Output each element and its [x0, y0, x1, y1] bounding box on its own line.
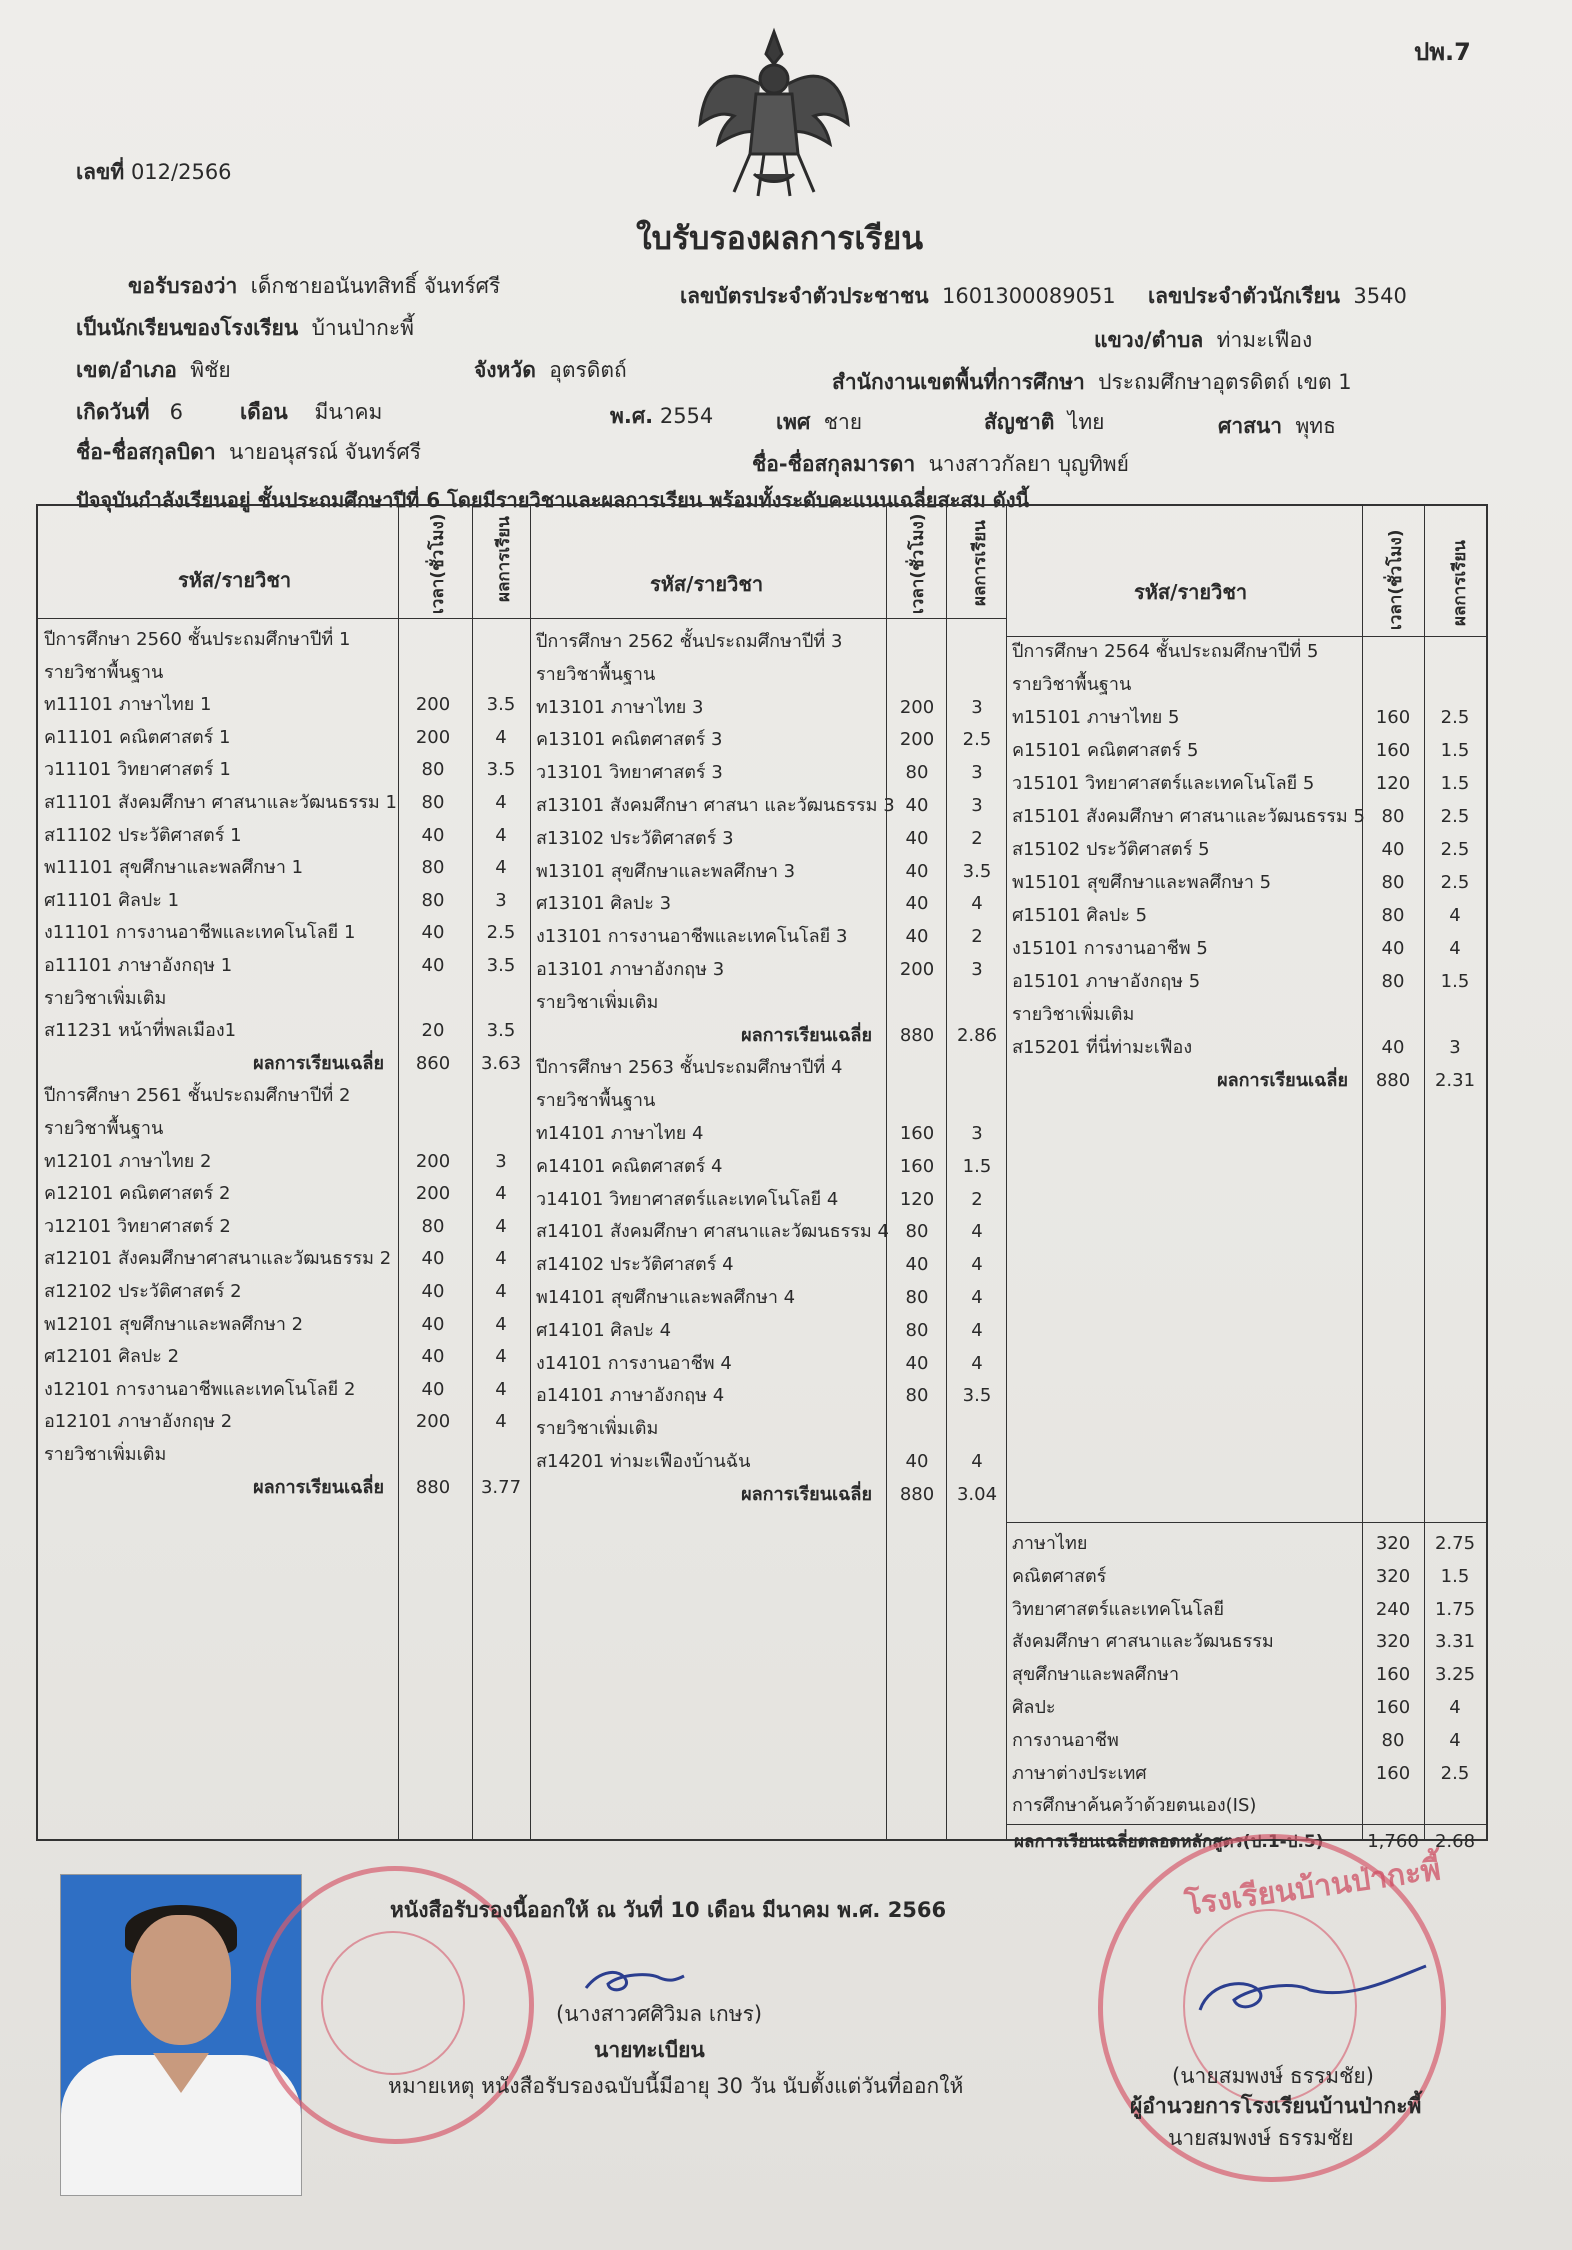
grade-cell: 2.5	[1440, 1762, 1470, 1784]
grade-cell: 3	[971, 795, 983, 816]
subject-cell: อ15101 ภาษาอังกฤษ 5	[1012, 971, 1201, 992]
grade-cell: 1.5	[1440, 773, 1470, 794]
student-id-label: เลขประจำตัวนักเรียน	[1148, 284, 1341, 308]
hours-cell: 880	[1375, 1070, 1411, 1091]
student-name: เด็กชายอนันทสิทธิ์ จันทร์ศรี	[250, 274, 501, 298]
subject-cell: ปีการศึกษา 2563 ชั้นประถมศึกษาปีที่ 4	[536, 1057, 843, 1079]
subdistrict-field	[1094, 328, 1312, 352]
hours-cell: 240	[1375, 1598, 1411, 1620]
province-field	[474, 358, 627, 382]
subject-cell: รายวิชาพื้นฐาน	[536, 663, 656, 685]
subject-cell: คณิตศาสตร์	[1012, 1565, 1107, 1587]
subject-cell: รายวิชาเพิ่มเติม	[44, 1444, 167, 1465]
hours-cell: 80	[1381, 872, 1405, 893]
grade-cell: 4	[495, 1281, 507, 1302]
grade-cell: 2.5	[486, 922, 516, 944]
subject-cell: ศ12101 ศิลปะ 2	[44, 1346, 180, 1368]
student-id-field	[1148, 284, 1407, 308]
hours-cell: 40	[905, 1254, 929, 1276]
grade-cell: 2.5	[962, 729, 992, 751]
hours-cell: 80	[421, 792, 445, 813]
table-divider	[1424, 506, 1425, 1839]
subject-cell: ส15201 ที่นี่ท่ามะเฟือง	[1012, 1037, 1193, 1058]
grade-cell: 4	[495, 1411, 507, 1433]
subject-cell: ส14102 ประวัติศาสตร์ 4	[536, 1254, 734, 1276]
hours-cell: 320	[1375, 1533, 1411, 1554]
grade-cell: 2.5	[1440, 872, 1470, 893]
subject-cell: ค11101 คณิตศาสตร์ 1	[44, 726, 231, 748]
grade-cell: 4	[971, 1254, 983, 1276]
grade-cell: 3.5	[486, 1020, 516, 1042]
hours-cell: 200	[899, 696, 935, 718]
hours-cell: 40	[1381, 938, 1405, 959]
grade-cell: 3	[971, 1123, 983, 1144]
subject-cell: ง11101 การงานอาชีพและเทคโนโลยี 1	[44, 922, 356, 944]
hours-cell: 160	[1375, 707, 1411, 728]
form-code: ปพ.7	[1414, 38, 1471, 66]
doc-no-label: เลขที่	[76, 160, 125, 184]
born-month: มีนาคม	[314, 400, 383, 424]
subject-cell: ว11101 วิทยาศาสตร์ 1	[44, 759, 231, 781]
subject-cell: ส11231 หน้าที่พลเมือง1	[44, 1020, 237, 1042]
subject-cell: ส15101 สังคมศึกษา ศาสนาและวัฒนธรรม 5	[1012, 806, 1365, 827]
subject-cell: อ11101 ภาษาอังกฤษ 1	[44, 955, 233, 976]
grade-cell: 1.5	[962, 1155, 992, 1177]
hours-cell: 40	[905, 827, 929, 849]
subject-cell: ส14201 ท่ามะเฟืองบ้านฉัน	[536, 1451, 751, 1472]
grade-cell: 4	[971, 1221, 983, 1243]
hours-cell: 80	[1381, 806, 1405, 827]
overall-hours: 1,760	[1367, 1831, 1419, 1852]
table-divider	[398, 506, 399, 1839]
hours-cell: 80	[1381, 1729, 1405, 1751]
subject-cell: ศิลปะ	[1012, 1697, 1056, 1718]
hours-cell: 160	[1375, 1664, 1411, 1686]
hours-cell: 40	[905, 926, 929, 948]
table-divider	[530, 506, 531, 1839]
grade-cell: 3.5	[486, 955, 516, 976]
subject-cell: ส15102 ประวัติศาสตร์ 5	[1012, 839, 1210, 860]
photo-face	[131, 1915, 231, 2045]
subject-cell: พ14101 สุขศึกษาและพลศึกษา 4	[536, 1287, 796, 1308]
subject-cell: ส13102 ประวัติศาสตร์ 3	[536, 827, 734, 849]
grade-cell: 4	[495, 824, 507, 846]
grade-header: ผลการเรียน	[1450, 540, 1470, 626]
document-number	[76, 160, 232, 184]
father-field	[76, 440, 421, 464]
sex-field	[776, 410, 862, 434]
grades-table	[36, 504, 1488, 1852]
grade-cell: 3.04	[956, 1483, 998, 1505]
hours-cell: 40	[905, 893, 929, 915]
table-header-rule	[1006, 636, 1488, 637]
hours-cell: 40	[421, 1378, 445, 1400]
subject-cell: ท15101 ภาษาไทย 5	[1012, 707, 1180, 728]
hours-cell: 200	[899, 959, 935, 980]
hours-header: เวลา(ชั่วโมง)	[1386, 529, 1406, 630]
district-field	[76, 358, 231, 382]
hours-cell: 80	[905, 1221, 929, 1243]
subject-cell: ท13101 ภาษาไทย 3	[536, 696, 704, 718]
page-title: ใบรับรองผลการเรียน	[636, 219, 924, 257]
hours-cell: 40	[421, 955, 445, 976]
subject-cell: ปีการศึกษา 2560 ชั้นประถมศึกษาปีที่ 1	[44, 629, 351, 650]
id-card-field	[680, 284, 1116, 308]
religion-value: พุทธ	[1295, 414, 1336, 438]
subject-cell: ค14101 คณิตศาสตร์ 4	[536, 1155, 723, 1177]
subject-cell: ปีการศึกษา 2562 ชั้นประถมศึกษาปีที่ 3	[536, 631, 843, 652]
subject-cell: อ12101 ภาษาอังกฤษ 2	[44, 1411, 233, 1433]
hours-cell: 40	[421, 1346, 445, 1368]
subject-cell: ศ13101 ศิลปะ 3	[536, 893, 672, 915]
grade-header: ผลการเรียน	[970, 520, 990, 606]
hours-cell: 200	[415, 726, 451, 748]
area-office-value: ประถมศึกษาอุตรดิตถ์ เขต 1	[1098, 370, 1352, 394]
grade-cell: 3	[1449, 1037, 1461, 1058]
director-title: ผู้อำนวยการโรงเรียนบ้านป่ากะพี้	[1130, 2094, 1422, 2118]
grade-cell: 4	[1449, 905, 1461, 926]
subject-header: รหัส/รายวิชา	[1134, 580, 1248, 604]
average-label: ผลการเรียนเฉลี่ย	[741, 1024, 872, 1046]
grade-cell: 3.5	[962, 1385, 992, 1407]
subject-cell: การศึกษาค้นคว้าด้วยตนเอง(IS)	[1012, 1795, 1257, 1817]
grade-cell: 4	[495, 1215, 507, 1237]
registrar-title: นายทะเบียน	[594, 2038, 705, 2062]
grade-cell: 3.31	[1434, 1631, 1476, 1653]
hours-cell: 160	[899, 1123, 935, 1144]
subject-cell: การงานอาชีพ	[1012, 1729, 1119, 1751]
subject-cell: รายวิชาพื้นฐาน	[44, 661, 164, 683]
hours-cell: 880	[415, 1476, 451, 1498]
district-value: พิชัย	[190, 358, 231, 382]
certify-line	[128, 274, 500, 298]
born-year: 2554	[659, 404, 714, 428]
father-label: ชื่อ-ชื่อสกุลบิดา	[76, 440, 216, 464]
grade-cell: 1.5	[1440, 740, 1470, 761]
grade-cell: 4	[971, 1451, 983, 1472]
subject-cell: อ14101 ภาษาอังกฤษ 4	[536, 1385, 725, 1407]
subject-cell: ค13101 คณิตศาสตร์ 3	[536, 729, 723, 751]
grade-cell: 4	[971, 1287, 983, 1308]
school-label: เป็นนักเรียนของโรงเรียน	[76, 316, 299, 340]
year-label: พ.ศ.	[610, 404, 654, 428]
subdistrict-value: ท่ามะเฟือง	[1216, 328, 1313, 352]
garuda-emblem-icon	[694, 24, 854, 204]
subject-cell: รายวิชาเพิ่มเติม	[536, 991, 659, 1013]
subject-cell: ว14101 วิทยาศาสตร์และเทคโนโลยี 4	[536, 1188, 839, 1210]
grade-cell: 4	[1449, 1697, 1461, 1718]
religion-field	[1218, 414, 1336, 438]
subject-cell: รายวิชาพื้นฐาน	[536, 1090, 656, 1112]
table-divider	[1362, 506, 1363, 1839]
hours-cell: 880	[899, 1483, 935, 1505]
subject-cell: ส13101 สังคมศึกษา ศาสนา และวัฒนธรรม 3	[536, 795, 895, 816]
current-statement: ปัจจุบันกำลังเรียนอยู่ ชั้นประถมศึกษาปีที่ 6 โดยมีรายวิชาและผลการเรียน พร้อมทั้งระดับคะแนนเฉลี่ยสะสม ดังนี้	[76, 488, 1030, 512]
grade-header: ผลการเรียน	[494, 516, 514, 602]
overall-label: ผลการเรียนเฉลี่ยตลอดหลักสูตร(ป.1-ป.5)	[1014, 1832, 1324, 1852]
subject-cell: รายวิชาเพิ่มเติม	[44, 987, 167, 1009]
subject-header: รหัส/รายวิชา	[650, 572, 764, 596]
grade-cell: 2	[971, 827, 983, 849]
nationality-value: ไทย	[1067, 410, 1105, 434]
grade-cell: 3.25	[1434, 1664, 1476, 1686]
grade-cell: 3.5	[962, 860, 992, 882]
school-value: บ้านป่ากะพี้	[311, 316, 414, 340]
hours-cell: 80	[905, 762, 929, 784]
religion-label: ศาสนา	[1218, 414, 1283, 438]
born-day: 6	[169, 400, 183, 424]
average-label: ผลการเรียนเฉลี่ย	[741, 1483, 872, 1505]
grade-cell: 2	[971, 1188, 983, 1210]
hours-cell: 80	[421, 857, 445, 879]
hours-cell: 40	[905, 1451, 929, 1472]
hours-cell: 80	[421, 1215, 445, 1237]
overall-gpa: 2.68	[1434, 1831, 1476, 1852]
hours-cell: 120	[899, 1188, 935, 1210]
month-label: เดือน	[240, 400, 288, 424]
average-label: ผลการเรียนเฉลี่ย	[1217, 1070, 1348, 1091]
doc-no-value: 012/2566	[130, 160, 232, 184]
subject-cell: ส12102 ประวัติศาสตร์ 2	[44, 1281, 242, 1302]
grade-cell: 4	[495, 1346, 507, 1368]
subject-cell: ภาษาไทย	[1012, 1533, 1088, 1554]
province-value: อุตรดิตถ์	[549, 358, 627, 382]
grade-cell: 4	[971, 1319, 983, 1341]
subject-cell: ส12101 สังคมศึกษาศาสนาและวัฒนธรรม 2	[44, 1248, 392, 1270]
hours-cell: 40	[421, 1248, 445, 1270]
sex-value: ชาย	[823, 410, 863, 434]
hours-cell: 120	[1375, 773, 1411, 794]
grade-cell: 2.31	[1434, 1070, 1476, 1091]
hours-header: เวลา(ชั่วโมง)	[908, 513, 928, 614]
grade-cell: 2.5	[1440, 839, 1470, 860]
hours-header: เวลา(ชั่วโมง)	[428, 513, 448, 614]
average-label: ผลการเรียนเฉลี่ย	[253, 1476, 384, 1498]
hours-cell: 40	[905, 795, 929, 816]
subject-cell: ว12101 วิทยาศาสตร์ 2	[44, 1215, 231, 1237]
director-signature-icon	[1190, 1960, 1430, 2030]
id-card-value: 1601300089051	[941, 284, 1116, 308]
table-divider	[946, 506, 947, 1839]
subject-cell: พ11101 สุขศึกษาและพลศึกษา 1	[44, 857, 304, 879]
hours-cell: 40	[421, 1281, 445, 1302]
subject-cell: ศ15101 ศิลปะ 5	[1012, 905, 1148, 926]
subject-cell: ปีการศึกษา 2564 ชั้นประถมศึกษาปีที่ 5	[1012, 641, 1319, 662]
born-year-field	[610, 404, 713, 428]
grade-cell: 3.5	[486, 759, 516, 781]
hours-cell: 80	[1381, 905, 1405, 926]
hours-cell: 80	[421, 889, 445, 911]
grade-cell: 2.5	[1440, 806, 1470, 827]
grade-cell: 4	[495, 792, 507, 813]
table-divider	[886, 506, 887, 1839]
hours-cell: 160	[1375, 1697, 1411, 1718]
subject-cell: ปีการศึกษา 2561 ชั้นประถมศึกษาปีที่ 2	[44, 1085, 351, 1107]
hours-cell: 80	[905, 1319, 929, 1341]
subject-cell: ค15101 คณิตศาสตร์ 5	[1012, 740, 1199, 761]
hours-cell: 40	[421, 1313, 445, 1335]
id-card-label: เลขบัตรประจำตัวประชาชน	[680, 284, 929, 308]
grade-cell: 4	[495, 1313, 507, 1335]
grade-cell: 1.5	[1440, 971, 1470, 992]
subject-cell: อ13101 ภาษาอังกฤษ 3	[536, 959, 725, 980]
grade-cell: 4	[495, 1248, 507, 1270]
grade-cell: 3.5	[486, 694, 516, 716]
grade-cell: 2.5	[1440, 707, 1470, 728]
subject-cell: ง15101 การงานอาชีพ 5	[1012, 938, 1208, 959]
hours-cell: 880	[899, 1024, 935, 1046]
subject-cell: ท11101 ภาษาไทย 1	[44, 694, 212, 716]
area-office-label: สำนักงานเขตพื้นที่การศึกษา	[832, 370, 1085, 394]
note-text: หมายเหตุ หนังสือรับรองฉบับนี้มีอายุ 30 วัน นับตั้งแต่วันที่ออกให้	[388, 2074, 964, 2098]
subject-cell: ส11102 ประวัติศาสตร์ 1	[44, 824, 242, 846]
born-label: เกิดวันที่	[76, 400, 150, 424]
grade-cell: 2	[971, 926, 983, 948]
grade-cell: 4	[1449, 938, 1461, 959]
grade-cell: 3	[971, 696, 983, 718]
subject-cell: ท14101 ภาษาไทย 4	[536, 1123, 704, 1144]
hours-cell: 160	[899, 1155, 935, 1177]
born-month-field	[240, 400, 382, 424]
subject-cell: ง13101 การงานอาชีพและเทคโนโลยี 3	[536, 926, 848, 948]
mother-label: ชื่อ-ชื่อสกุลมารดา	[752, 452, 916, 476]
hours-cell: 80	[421, 759, 445, 781]
hours-cell: 80	[1381, 971, 1405, 992]
hours-cell: 40	[905, 860, 929, 882]
registrar-name: (นางสาวศศิวิมล เกษร)	[556, 2002, 763, 2026]
grade-cell: 3.63	[480, 1052, 522, 1074]
subject-cell: สุขศึกษาและพลศึกษา	[1012, 1664, 1180, 1686]
grade-cell: 4	[495, 1378, 507, 1400]
subject-cell: รายวิชาเพิ่มเติม	[1012, 1004, 1135, 1025]
subject-cell: ง14101 การงานอาชีพ 4	[536, 1352, 732, 1374]
average-label: ผลการเรียนเฉลี่ย	[253, 1052, 384, 1074]
mother-value: นางสาวกัลยา บุญทิพย์	[928, 452, 1129, 476]
grade-cell: 1.75	[1434, 1598, 1476, 1620]
school-field	[76, 316, 414, 340]
subject-cell: ส14101 สังคมศึกษา ศาสนาและวัฒนธรรม 4	[536, 1221, 889, 1243]
seal-lettering: โรงเรียนบ้านป่ากะพี้	[1182, 1852, 1443, 1923]
grade-cell: 4	[971, 893, 983, 915]
grade-cell: 4	[495, 726, 507, 748]
subject-cell: วิทยาศาสตร์และเทคโนโลยี	[1012, 1598, 1225, 1620]
father-value: นายอนุสรณ์ จันทร์ศรี	[228, 440, 422, 464]
subject-cell: พ12101 สุขศึกษาและพลศึกษา 2	[44, 1313, 304, 1335]
grade-cell: 2.75	[1434, 1533, 1476, 1554]
hours-cell: 200	[415, 1150, 451, 1172]
grade-cell: 3	[495, 1150, 507, 1172]
subject-cell: ภาษาต่างประเทศ	[1012, 1762, 1147, 1784]
hours-cell: 160	[1375, 1762, 1411, 1784]
hours-cell: 40	[421, 922, 445, 944]
subdistrict-label: แขวง/ตำบล	[1094, 328, 1204, 352]
grade-cell: 1.5	[1440, 1565, 1470, 1587]
nationality-field	[984, 410, 1104, 434]
province-label: จังหวัด	[474, 358, 536, 382]
hours-cell: 80	[905, 1385, 929, 1407]
subject-cell: พ15101 สุขศึกษาและพลศึกษา 5	[1012, 872, 1272, 893]
grade-cell: 3	[971, 762, 983, 784]
hours-cell: 40	[421, 824, 445, 846]
born-day-field	[76, 400, 183, 424]
director-name: (นายสมพงษ์ ธรรมชัย)	[1172, 2064, 1374, 2088]
seal-inner-ring	[321, 1931, 465, 2075]
hours-cell: 320	[1375, 1565, 1411, 1587]
grade-cell: 4	[1449, 1729, 1461, 1751]
hours-cell: 200	[415, 1411, 451, 1433]
hours-cell: 200	[899, 729, 935, 751]
grade-cell: 3	[495, 889, 507, 911]
subject-header: รหัส/รายวิชา	[178, 568, 292, 592]
hours-cell: 860	[415, 1052, 451, 1074]
summary-rule	[1006, 1522, 1488, 1523]
subject-cell: รายวิชาพื้นฐาน	[44, 1118, 164, 1139]
grade-cell: 3.77	[480, 1476, 522, 1498]
hours-cell: 40	[1381, 839, 1405, 860]
hours-cell: 160	[1375, 740, 1411, 761]
hours-cell: 20	[421, 1020, 445, 1042]
hours-cell: 320	[1375, 1631, 1411, 1653]
subject-cell: พ13101 สุขศึกษาและพลศึกษา 3	[536, 860, 796, 882]
certify-label: ขอรับรองว่า	[128, 274, 238, 298]
subject-cell: ง12101 การงานอาชีพและเทคโนโลยี 2	[44, 1378, 356, 1400]
subject-cell: ว15101 วิทยาศาสตร์และเทคโนโลยี 5	[1012, 773, 1315, 794]
sex-label: เพศ	[776, 410, 811, 434]
subject-cell: ศ14101 ศิลปะ 4	[536, 1319, 672, 1341]
subject-cell: ค12101 คณิตศาสตร์ 2	[44, 1183, 231, 1205]
grade-cell: 4	[495, 1183, 507, 1205]
subject-cell: รายวิชาพื้นฐาน	[1012, 674, 1132, 695]
district-label: เขต/อำเภอ	[76, 358, 177, 382]
hours-cell: 200	[415, 694, 451, 716]
grade-cell: 4	[971, 1352, 983, 1374]
subject-cell: รายวิชาเพิ่มเติม	[536, 1418, 659, 1440]
grade-cell: 3	[971, 959, 983, 980]
table-divider	[1006, 506, 1007, 1839]
hours-cell: 40	[905, 1352, 929, 1374]
grade-cell: 4	[495, 857, 507, 879]
subject-cell: ว13101 วิทยาศาสตร์ 3	[536, 762, 723, 784]
subject-cell: ศ11101 ศิลปะ 1	[44, 889, 180, 911]
area-office-field	[832, 370, 1352, 394]
director-signature-print: นายสมพงษ์ ธรรมชัย	[1168, 2126, 1354, 2150]
hours-cell: 200	[415, 1183, 451, 1205]
mother-field	[752, 452, 1129, 476]
summary-rule	[1006, 1824, 1488, 1825]
hours-cell: 80	[905, 1287, 929, 1308]
subject-cell: ส11101 สังคมศึกษา ศาสนาและวัฒนธรรม 1	[44, 792, 397, 813]
subject-cell: ท12101 ภาษาไทย 2	[44, 1150, 212, 1172]
issued-statement: หนังสือรับรองนี้ออกให้ ณ วันที่ 10 เดือน มีนาคม พ.ศ. 2566	[390, 1898, 947, 1922]
registrar-signature-icon	[580, 1960, 690, 2000]
subject-cell: สังคมศึกษา ศาสนาและวัฒนธรรม	[1012, 1631, 1274, 1653]
nationality-label: สัญชาติ	[984, 410, 1055, 434]
student-id-value: 3540	[1353, 284, 1407, 308]
hours-cell: 40	[1381, 1037, 1405, 1058]
table-header-rule	[38, 618, 1006, 619]
grade-cell: 2.86	[956, 1024, 998, 1046]
